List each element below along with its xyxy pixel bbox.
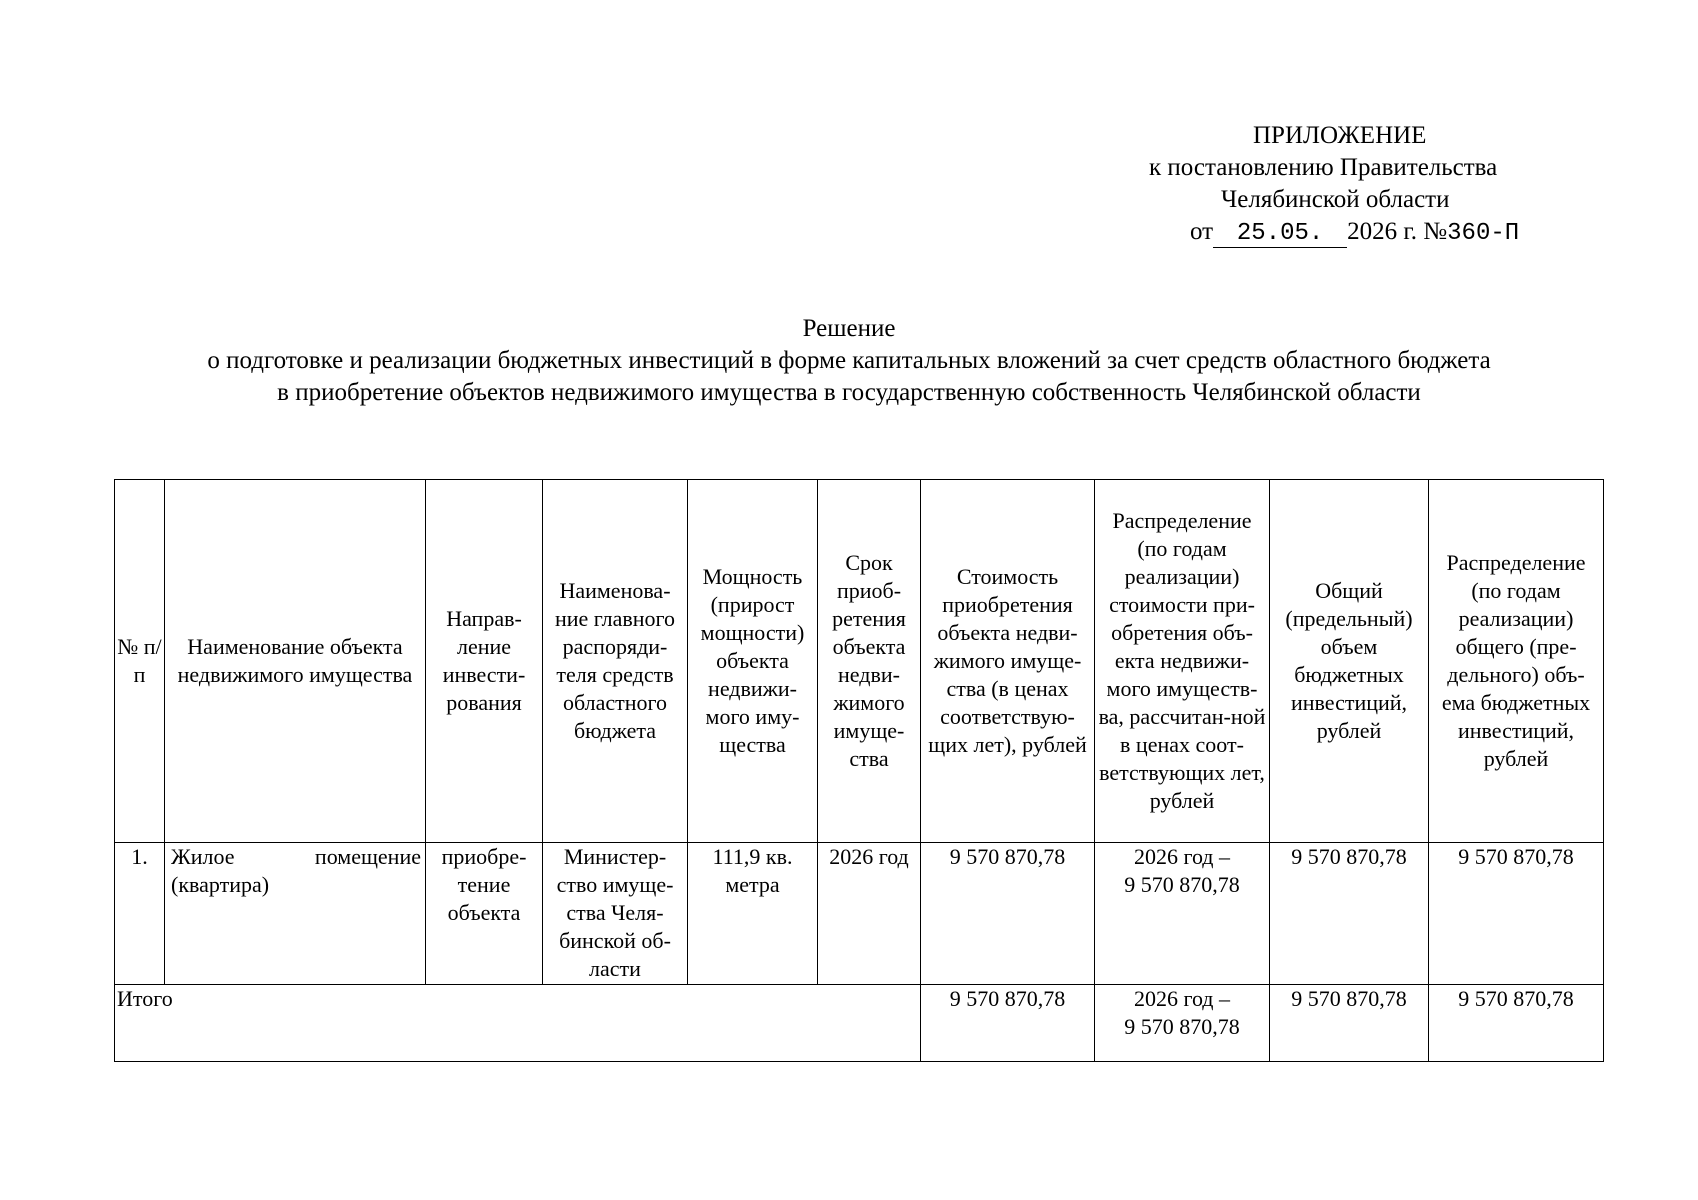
date-prefix: от — [1190, 218, 1214, 245]
total-label: Итого — [115, 985, 921, 1062]
header-object-name: Наименование объекта недвижимого имущества — [165, 480, 426, 843]
cell-budget-manager: Министер-ство имуще-ства Челя-бинской об-ласти — [543, 843, 688, 985]
cell-volume-distribution: 9 570 870,78 — [1429, 843, 1604, 985]
header-volume-distribution: Распределение (по годам реализации) общего (пре-дельного) объ-ема бюджетных инвестиций, рублей — [1429, 480, 1604, 843]
heading-title: Решение — [802, 315, 896, 342]
total-cost-distribution-value: 9 570 870,78 — [1124, 1014, 1240, 1039]
total-cost-distribution-year: 2026 год – — [1133, 986, 1231, 1011]
cell-number: 1. — [115, 843, 165, 985]
investment-table — [114, 479, 1604, 1062]
cell-object-name: Жилое помещение (квартира) — [165, 843, 426, 985]
table-row — [115, 843, 1604, 985]
cell-capacity: 111,9 кв. метра — [688, 843, 818, 985]
appendix-block — [1150, 120, 1550, 248]
header-total-volume: Общий (предельный) объем бюджетных инвестиций, рублей — [1270, 480, 1429, 843]
header-cost: Стоимость приобретения объекта недви-жимого имуще-ства (в ценах соответствую-щих лет), рублей — [921, 480, 1095, 843]
cell-cost-distribution-value: 9 570 870,78 — [1124, 872, 1240, 897]
header-cost-distribution: Распределение (по годам реализации) стоимости при-обретения объ-екта недвижи-мого имуществ-ва, рассчитан-ной в ценах соот-ветствующих лет, рублей — [1095, 480, 1270, 843]
table-header-row — [115, 480, 1604, 843]
header-direction: Направ-ление инвести-рования — [426, 480, 543, 843]
document-number: 360-П — [1447, 220, 1520, 247]
header-term: Срок приоб-ретения объекта недви-жимого имуще-ства — [818, 480, 921, 843]
document-heading — [0, 313, 1698, 409]
cell-cost-distribution — [1095, 843, 1270, 985]
total-cost: 9 570 870,78 — [921, 985, 1095, 1062]
appendix-region-line: Челябинской области — [1221, 186, 1450, 213]
cell-total-volume: 9 570 870,78 — [1270, 843, 1429, 985]
total-cost-distribution — [1095, 985, 1270, 1062]
table-total-row — [115, 985, 1604, 1062]
heading-line-1: о подготовке и реализации бюджетных инвестиций в форме капитальных вложений за счет средств областного бюджета — [207, 347, 1491, 374]
total-volume-distribution: 9 570 870,78 — [1429, 985, 1604, 1062]
year-number-label: 2026 г. № — [1347, 218, 1448, 245]
total-volume: 9 570 870,78 — [1270, 985, 1429, 1062]
header-capacity: Мощность (прирост мощности) объекта недвижи-мого иму-щества — [688, 480, 818, 843]
cell-term: 2026 год — [818, 843, 921, 985]
date-value: 25.05. — [1213, 221, 1347, 248]
cell-direction: приобре-тение объекта — [426, 843, 543, 985]
appendix-title: ПРИЛОЖЕНИЕ — [1253, 122, 1427, 149]
header-budget-manager: Наименова-ние главного распоряди-теля средств областного бюджета — [543, 480, 688, 843]
header-number: № п/п — [115, 480, 165, 843]
heading-line-2: в приобретение объектов недвижимого имущества в государственную собственность Челябинской области — [277, 379, 1421, 406]
cell-cost: 9 570 870,78 — [921, 843, 1095, 985]
appendix-date-line — [1150, 216, 1550, 248]
appendix-resolution-line: к постановлению Правительства — [1149, 154, 1498, 181]
cell-cost-distribution-year: 2026 год – — [1133, 844, 1231, 869]
